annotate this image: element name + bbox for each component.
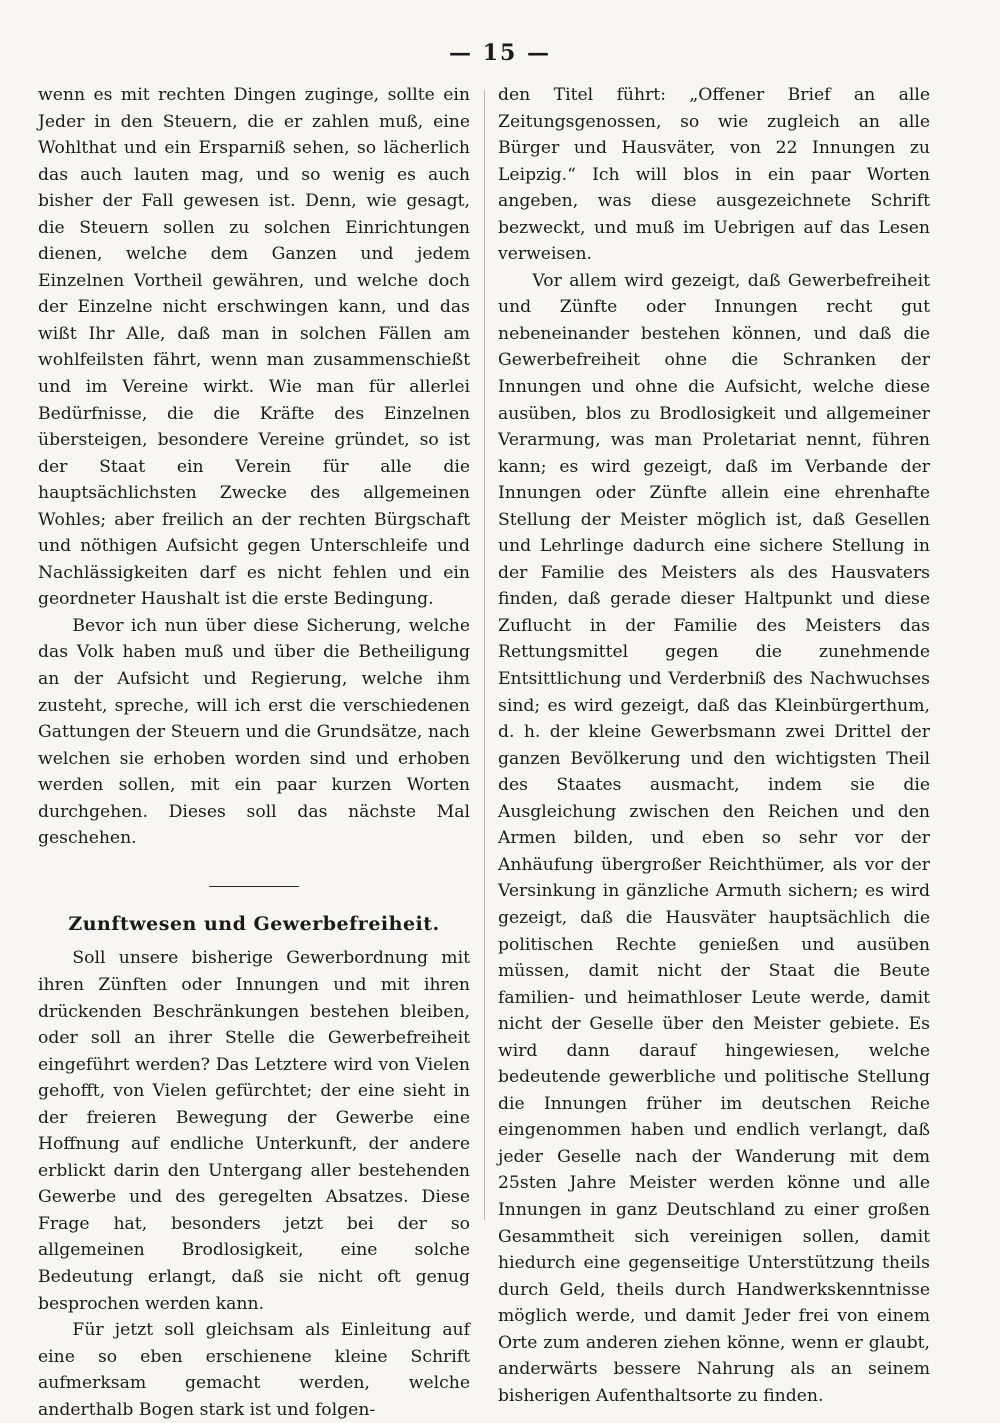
right-paragraph-1: den Titel führt: „Offener Brief an alle Zeitungsgenossen, so wie zugleich an alle Bürger und Hausväter, von 22 Innungen zu Leipzig.“ Ich will blos in ein paar Worten angeben, was diese ausgezeichnete Schrift bezweckt, und muß im Uebrigen auf das Lesen verweisen. [498, 85, 930, 265]
section-title: Zunftwesen und Gewerbefreiheit. [68, 912, 440, 935]
left-paragraph-4: Für jetzt soll gleichsam als Einleitung auf eine so eben erschienene kleine Schrift aufmerksam gemacht werden, welche anderthalb Bogen stark ist und folgen- [38, 1320, 470, 1420]
left-paragraph-2: Bevor ich nun über diese Sicherung, welche das Volk haben muß und über die Betheiligung an der Aufsicht und Regierung, welche ihm zusteht, spreche, will ich erst die verschiedenen Gattungen der Steuern und die Grundsätze, nach welchen sie erhoben worden sind und erhoben werden sollen, mit ein paar kurzen Worten durchgehen. Dieses soll das nächste Mal geschehen. [38, 615, 470, 849]
right-paragraph-2: Vor allem wird gezeigt, daß Gewerbefreiheit und Zünfte oder Innungen recht gut nebeneinander bestehen können, und daß die Gewerbefreiheit ohne die Schranken der Innungen und ohne die Aufsicht, welche diese ausüben, blos zu Brodlosigkeit und allgemeiner Verarmung, was man Proletariat nennt, führen kann; es wird gezeigt, daß im Verbande der Innungen oder Zünfte allein eine ehrenhafte Stellung der Meister möglich ist, daß Gesellen und Lehrlinge dadurch eine sichere Stellung in der Familie des Meisters als des Hausvaters finden, daß gerade dieser Haltpunkt und diese Zuflucht in der Familie des Meisters das Rettungsmittel gegen die zunehmende Entsittlichung und Verderbniß des Nachwuchses sind; es wird gezeigt, daß das Kleinbürgerthum, d. h. der kleine Gewerbsmann zwei Drittel der ganzen Bevölkerung und den wichtigsten Theil des Staates ausmacht, indem sie die Ausgleichung zwischen den Reichen und den Armen bilden, und eben so sehr vor der Anhäufung übergroßer Reichthümer, als vor der Versinkung in gänzliche Armuth sichern; es wird gezeigt, daß die Hausväter hauptsächlich die politischen Rechte genießen und ausüben müssen, damit nicht der Staat die Beute familien- und heimathloser Leute werde, damit nicht der Geselle über den Meister gebiete. Es wird dann darauf hingewiesen, welche bedeutende gewerbliche und politische Stellung die Innungen früher im deutschen Reiche eingenommen haben und endlich verlangt, daß jeder Geselle nach der Wanderung mit dem 25sten Jahre Meister werden könne und alle Innungen in ganz Deutschland zu einer großen Gesammtheit sich vereinigen sollen, damit hiedurch eine gegenseitige Unterstützung theils durch Geld, theils durch Handwerkskenntnisse möglich werde, und damit Jeder frei von einem Orte zum anderen ziehen könne, wenn er glaubt, anderwärts bessere Nahrung als an seinem bisherigen Aufenthaltsorte zu finden. [498, 270, 930, 1406]
page-number: — 15 — [449, 40, 551, 66]
left-column [38, 82, 470, 1423]
section-divider [209, 886, 299, 887]
column-divider [484, 90, 485, 1220]
left-paragraph-1: wenn es mit rechten Dingen zuginge, sollte ein Jeder in den Steuern, die er zahlen muß, eine Wohlthat und ein Ersparniß sehen, so lächerlich das auch lauten mag, und so wenig es auch bisher der Fall gewesen ist. Denn, wie gesagt, die Steuern sollen zu solchen Einrichtungen dienen, welche dem Ganzen und jedem Einzelnen Vortheil gewähren, und welche doch der Einzelne nicht erschwingen kann, und das wißt Ihr Alle, daß man in solchen Fällen am wohlfeilsten fährt, wenn man zusammenschießt und im Vereine wirkt. Wie man für allerlei Bedürfnisse, die die Kräfte des Einzelnen übersteigen, besondere Vereine gründet, so ist der Staat ein Verein für alle die hauptsächlichsten Zwecke des allgemeinen Wohles; aber freilich an der rechten Bürgschaft und nöthigen Aufsicht gegen Unterschleife und Nachlässigkeiten darf es nicht fehlen und ein geordneter Haushalt ist die erste Bedingung. [38, 85, 470, 610]
right-column [498, 82, 930, 1409]
left-paragraph-3: Soll unsere bisherige Gewerbordnung mit ihren Zünften oder Innungen und mit ihren drückenden Beschränkungen bestehen bleiben, oder soll an ihrer Stelle die Gewerbefreiheit eingeführt werden? Das Letztere wird von Vielen gehofft, von Vielen gefürchtet; der eine sieht in der freieren Bewegung der Gewerbe eine Hoffnung auf endliche Unterkunft, der andere erblickt darin den Untergang aller bestehenden Gewerbe und des geregelten Absatzes. Diese Frage hat, besonders jetzt bei der so allgemeinen Brodlosigkeit, eine solche Bedeutung erlangt, daß sie nicht oft genug besprochen werden kann. [38, 948, 470, 1314]
